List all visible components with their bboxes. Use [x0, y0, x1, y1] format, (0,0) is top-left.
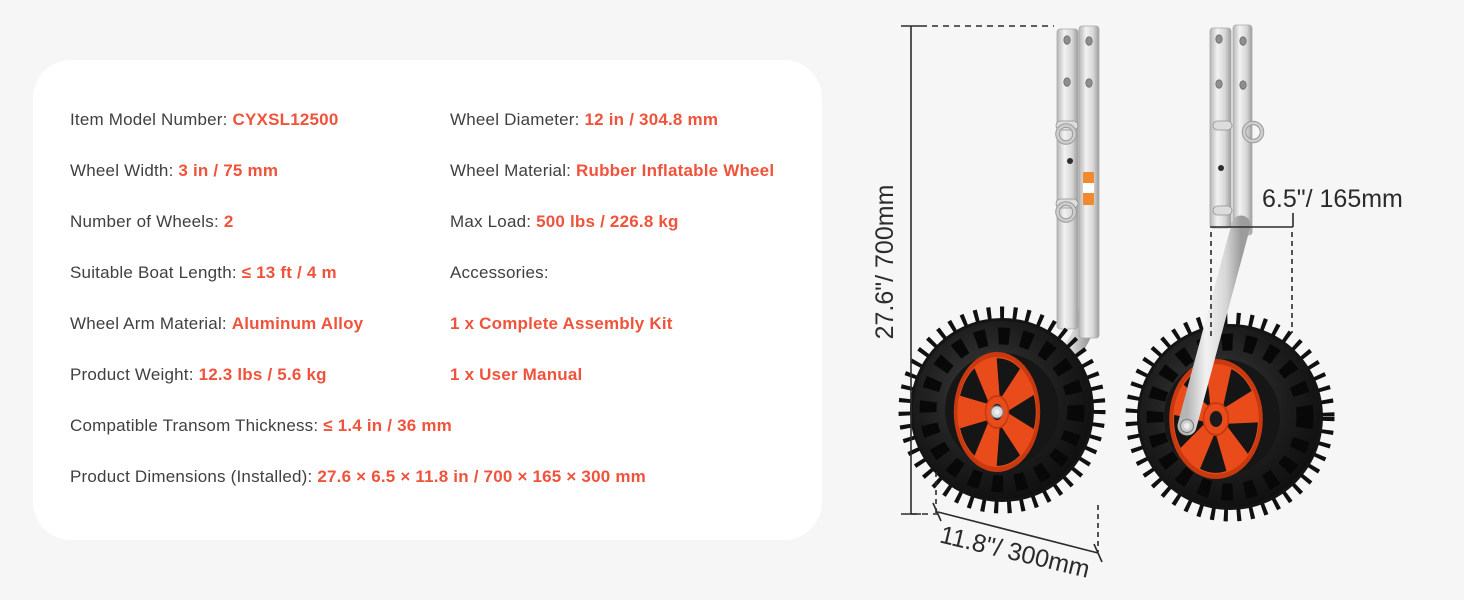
wheel-assembly-side [1132, 25, 1328, 515]
lock-pin [1213, 121, 1232, 130]
wheel-assembly-front [905, 26, 1099, 507]
spec-value: 1 x Complete Assembly Kit [450, 314, 673, 333]
spec-value: 3 in / 75 mm [178, 161, 279, 180]
spec-label: Product Weight: [70, 365, 199, 384]
spec-label: Accessories: [450, 263, 549, 282]
bolt-hole [1064, 36, 1070, 44]
bolt-hole [1240, 81, 1246, 89]
lock-pin [1213, 206, 1232, 215]
spec-label: Wheel Material: [450, 161, 577, 180]
adjust-hole [1218, 165, 1224, 171]
spec-value: ≤ 13 ft / 4 m [241, 263, 337, 282]
spec-value: Aluminum Alloy [231, 314, 364, 333]
spec-value: ≤ 1.4 in / 36 mm [323, 416, 452, 435]
spec-label: Compatible Transom Thickness: [70, 416, 324, 435]
wheel [1132, 319, 1328, 515]
height-dimension-label: 27.6"/ 700mm [871, 184, 899, 340]
spec-value: Rubber Inflatable Wheel [576, 161, 775, 180]
spec-label: Item Model Number: [70, 110, 233, 129]
spec-label: Suitable Boat Length: [70, 263, 242, 282]
spec-label: Max Load: [450, 212, 537, 231]
spec-value: 2 [223, 212, 234, 231]
transom-bracket [1210, 25, 1262, 235]
adjust-hole [1067, 158, 1073, 164]
spec-value: 1 x User Manual [450, 365, 583, 384]
spec-label: Wheel Width: [70, 161, 179, 180]
spec-value: 12 in / 304.8 mm [584, 110, 719, 129]
offset-dimension-label: 6.5"/ 165mm [1262, 185, 1403, 213]
spec-value: 27.6 × 6.5 × 11.8 in / 700 × 165 × 300 mm [317, 467, 646, 486]
spec-label: Product Dimensions (Installed): [70, 467, 318, 486]
spec-label: Number of Wheels: [70, 212, 224, 231]
bolt-hole [1086, 37, 1092, 45]
vevor-sticker [1083, 172, 1094, 205]
wheel-diameter-dimension-label: 11.8"/ 300mm [937, 520, 1093, 584]
bolt-hole [1086, 79, 1092, 87]
bolt-hole [1216, 80, 1222, 88]
spec-value: 12.3 lbs / 5.6 kg [198, 365, 327, 384]
transom-bracket [1056, 26, 1099, 338]
bolt-hole [1064, 78, 1070, 86]
spec-label: Wheel Diameter: [450, 110, 585, 129]
bolt-hole [1240, 37, 1246, 45]
spec-value: CYXSL12500 [232, 110, 339, 129]
spec-label: Wheel Arm Material: [70, 314, 232, 333]
bolt-hole [1216, 35, 1222, 43]
spec-value: 500 lbs / 226.8 kg [536, 212, 679, 231]
